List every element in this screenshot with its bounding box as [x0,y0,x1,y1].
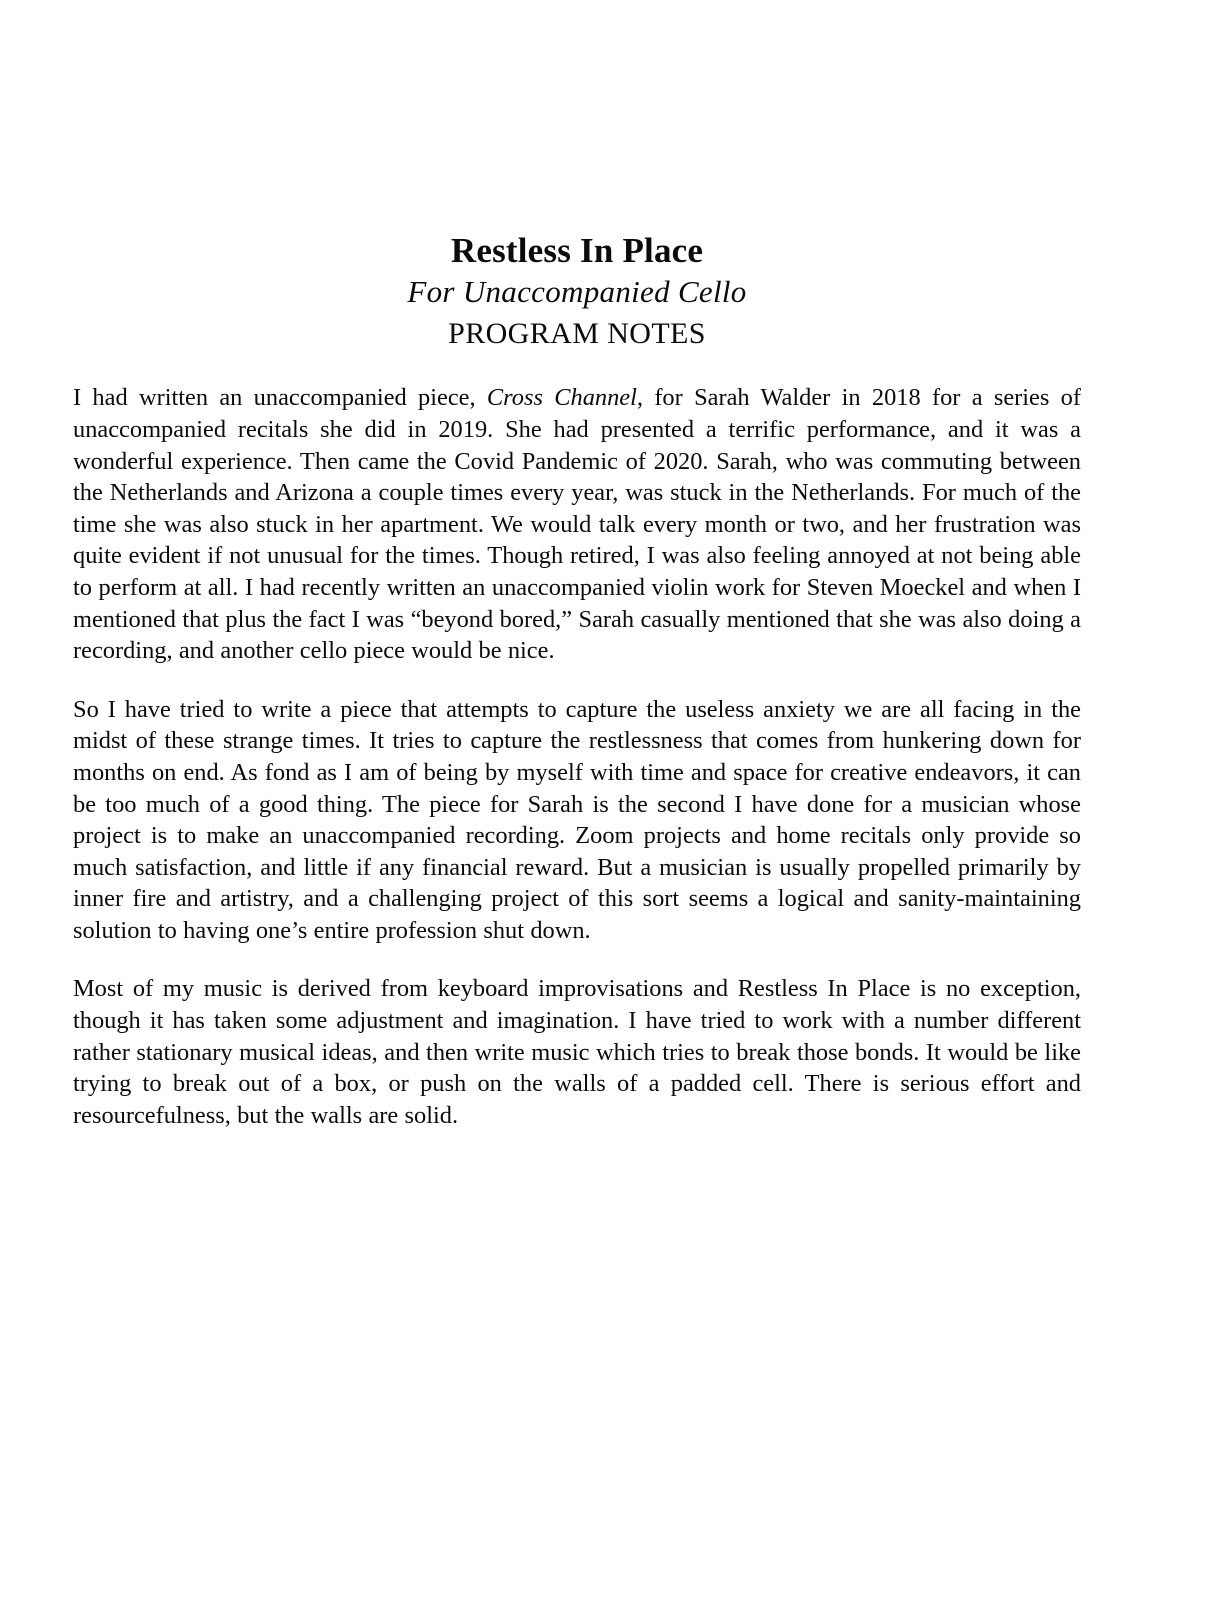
section-heading: PROGRAM NOTES [448,317,706,351]
text-run: , for Sarah Walder in 2018 for a series of unaccompanied recitals she did in 2019. She had presented a terrific performance, and it was a wonderful experience. Then came the Covid Pandemic of 2020. Sarah, who was commuting between the Netherlands and Arizona a couple times every year, was stuck in the Netherlands. For much of the time she was also stuck in her apartment. We would talk every month or two, and her frustration was quite evident if not unusual for the times. Though retired, I was also feeling annoyed at not being able to perform at all. I had recently written an unaccompanied violin work for Steven Moeckel and when I mentioned that plus the fact I was “beyond bored,” Sarah casually mentioned that she was also doing a recording, and another cello piece would be nice. [73,384,1082,665]
text-run: Most of my music is derived from keyboard improvisations and Restless In Place is no exception, though it has taken some adjustment and imagination. I have tried to work with a number different rather stationary musical ideas, and then write music which tries to break those bonds. It would be like trying to break out of a box, or push on the walls of a padded cell. There is serious effort and resourcefulness, but the walls are solid. [73,975,1081,1129]
page-title: Restless In Place [450,231,704,270]
page-content [73,0,1081,1131]
title-block [73,0,1081,352]
text-run: So I have tried to write a piece that attempts to capture the useless anxiety we are all facing in the midst of these strange times. It tries to capture the restlessness that comes from hunkering down for months on end. As fond as I am of being by myself with time and space for creative endeavors, it can be too much of a good thing. The piece for Sarah is the second I have done for a musician whose project is to make an unaccompanied recording. Zoom projects and home recitals only provide so much satisfaction, and little if any financial reward. But a musician is usually propelled primarily by inner fire and artistry, and a challenging project of this sort seems a logical and sanity-maintaining solution to having one’s entire profession shut down. [73,695,1081,944]
page-subtitle: For Unaccompanied Cello [407,273,747,309]
paragraph-2 [73,694,1081,947]
paragraph-3 [73,973,1081,1131]
italic-title-run: Cross Channel [486,384,637,412]
body-text [73,382,1081,1131]
paragraph-1 [73,382,1081,666]
text-run: I had written an unaccompanied piece, [73,384,487,412]
